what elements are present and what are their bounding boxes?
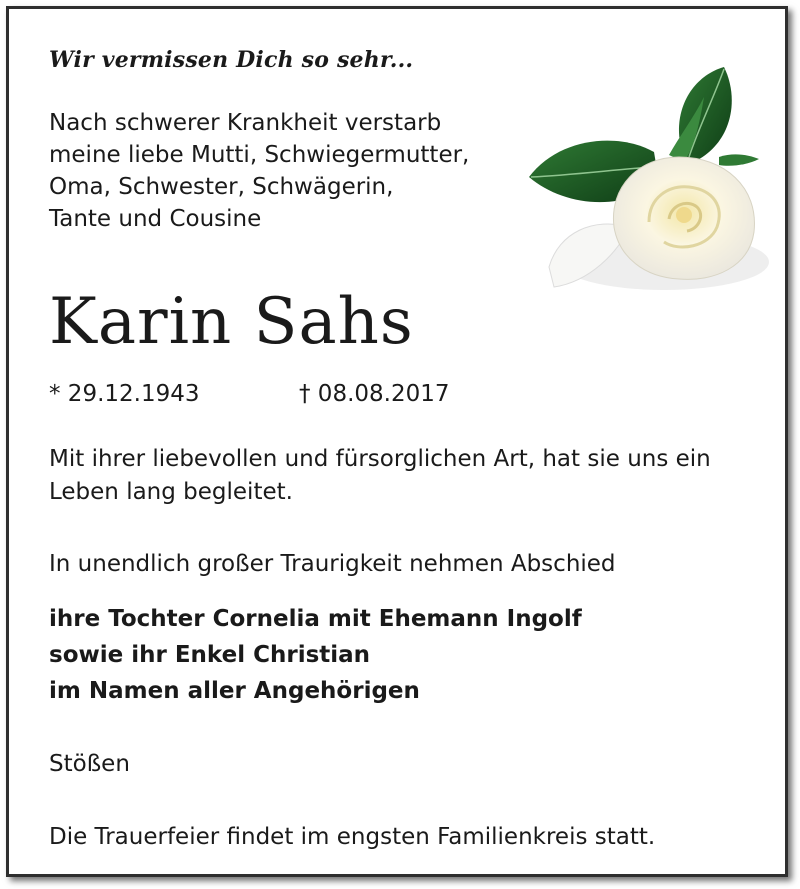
mourner-line: ihre Tochter Cornelia mit Ehemann Ingolf	[49, 606, 582, 632]
death-date: † 08.08.2017	[299, 381, 450, 407]
heading: Wir vermissen Dich so sehr...	[49, 47, 414, 73]
obituary-content	[9, 9, 785, 874]
deceased-name: Karin Sahs	[49, 285, 414, 359]
intro-line: Tante und Cousine	[49, 206, 262, 232]
mourners-list	[49, 601, 582, 709]
funeral-note: Die Trauerfeier findet im engsten Familienkreis statt.	[49, 824, 656, 850]
intro-line: meine liebe Mutti, Schwiegermutter,	[49, 142, 470, 168]
tribute-text: Mit ihrer liebevollen und fürsorglichen Art, hat sie uns ein Leben lang begleitet.	[49, 446, 711, 505]
white-rose-icon	[519, 57, 769, 307]
mourner-line: sowie ihr Enkel Christian	[49, 642, 371, 668]
obituary-frame	[6, 6, 788, 877]
intro-line: Oma, Schwester, Schwägerin,	[49, 174, 394, 200]
farewell-text: In unendlich großer Traurigkeit nehmen Abschied	[49, 551, 616, 577]
place: Stößen	[49, 751, 130, 777]
intro-line: Nach schwerer Krankheit verstarb	[49, 110, 442, 136]
mourner-line: im Namen aller Angehörigen	[49, 678, 420, 704]
birth-date: * 29.12.1943	[49, 381, 200, 407]
intro-text	[49, 107, 529, 235]
